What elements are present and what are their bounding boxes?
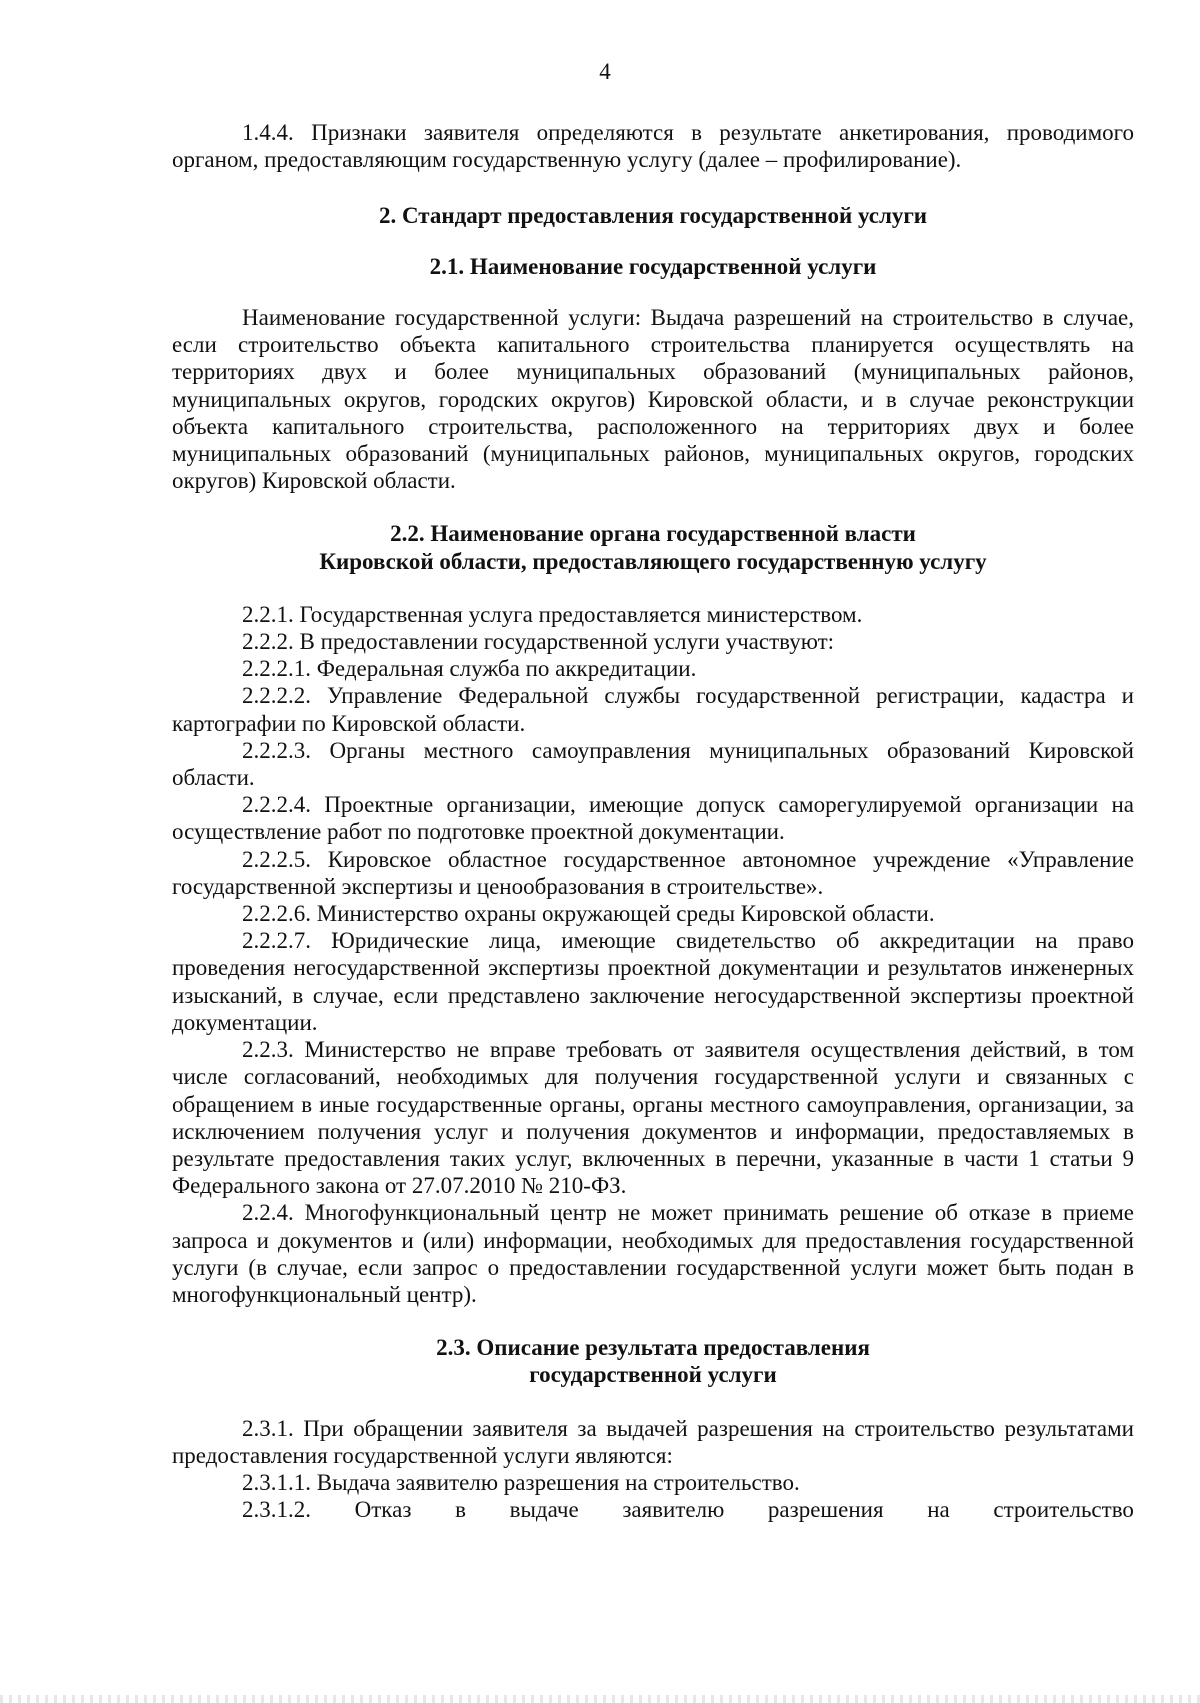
section-heading-2: 2. Стандарт предоставления государственной услуги (378, 202, 928, 228)
paragraph-2-2-4: 2.2.4. Многофункциональный центр не может принимать решение об отказе в приеме запроса и документов и (или) информации, необходимых для предоставления государственной услуги (в случае, если запрос о предоставлении государственной услуги может быть подан в многофункциональный центр). (172, 1200, 1134, 1307)
paragraph-2-2-1: 2.2.1. Государственная услуга предоставляется министерством. (242, 601, 863, 627)
paragraph-2-2-2-2: 2.2.2.2. Управление Федеральной службы государственной регистрации, кадастра и картографии по Кировской области. (172, 683, 1134, 736)
section-heading-2-2-line-2: Кировской области, предоставляющего государственную услугу (319, 548, 987, 574)
paragraph-2-2-2-6: 2.2.2.6. Министерство охраны окружающей среды Кировской области. (242, 901, 935, 927)
section-heading-2-2-line-1: 2.2. Наименование органа государственной власти (390, 521, 916, 547)
paragraph-2-2-2-5: 2.2.2.5. Кировское областное государственное автономное учреждение «Управление государственной экспертизы и ценообразования в строительстве». (172, 846, 1134, 899)
section-heading-2-1: 2.1. Наименование государственной услуги (429, 253, 877, 279)
section-heading-2-3-line-1: 2.3. Описание результата предоставления (436, 1335, 870, 1361)
paragraph-2-3-1-2-word: строительство (993, 1497, 1134, 1523)
scan-bottom-edge (0, 1695, 1200, 1703)
paragraph-2-2-2-1: 2.2.2.1. Федеральная служба по аккредитации. (242, 656, 697, 682)
paragraph-2-2-2-3: 2.2.2.3. Органы местного самоуправления муниципальных образований Кировской области. (172, 737, 1134, 791)
paragraph-2-3-1-2 (172, 1496, 1134, 1523)
paragraph-2-3-1-2-word: выдаче (509, 1497, 579, 1523)
paragraph-1-4-4: 1.4.4. Признаки заявителя определяются в результате анкетирования, проводимого органом, предоставляющим государственную услугу (далее – профилирование). (172, 120, 1134, 173)
paragraph-2-2-2-7: 2.2.2.7. Юридические лица, имеющие свидетельство об аккредитации на право проведения негосударственной экспертизы проектной документации и результатов инженерных изысканий, в случае, если представлено заключение негосударственной экспертизы проектной документации. (172, 928, 1134, 1035)
paragraph-2-2-2: 2.2.2. В предоставлении государственной услуги участвуют: (242, 629, 835, 655)
paragraph-2-3-1-2-word: 2.3.1.2. (242, 1497, 311, 1523)
paragraph-2-3-1-2-word: заявителю (622, 1497, 725, 1523)
section-heading-2-2 (172, 520, 1134, 574)
paragraph-2-3-1-2-word: на (927, 1497, 950, 1523)
paragraph-2-1: Наименование государственной услуги: Выдача разрешений на строительство в случае, если строительство объекта капитального строительства планируется осуществлять на территориях двух и более муниципальных образований (муниципальных районов, муниципальных округов, городских округов) Кировской области, и в случае реконструкции объекта капитального строительства, расположенного на территориях двух и более муниципальных образований (муниципальных районов, муниципальных округов, городских округов) Кировской области. (172, 305, 1134, 494)
paragraph-2-2-2-4: 2.2.2.4. Проектные организации, имеющие допуск саморегулируемой организации на осуществление работ по подготовке проектной документации. (172, 792, 1134, 845)
section-heading-2-3-line-2: государственной услуги (529, 1362, 777, 1388)
paragraph-2-3-1: 2.3.1. При обращении заявителя за выдачей разрешения на строительство результатами предоставления государственной услуги являются: (172, 1415, 1134, 1468)
paragraph-2-3-1-2-word: в (455, 1497, 466, 1523)
paragraph-2-3-1-2-word: разрешения (767, 1497, 884, 1523)
paragraph-2-3-1-1: 2.3.1.1. Выдача заявителю разрешения на строительство. (242, 1469, 800, 1495)
paragraph-2-3-1-2-word: Отказ (354, 1497, 412, 1523)
page-number: 4 (599, 59, 611, 84)
paragraph-2-2-3: 2.2.3. Министерство не вправе требовать от заявителя осуществления действий, в том числе согласований, необходимых для получения государственной услуги и связанных с обращением в иные государственные органы, органы местного самоуправления, организации, за исключением получения услуг и получения документов и информации, предоставляемых в результате предоставления таких услуг, включенных в перечни, указанные в части 1 статьи 9 Федерального закона от 27.07.2010 № 210-ФЗ. (172, 1037, 1134, 1199)
section-heading-2-3 (172, 1334, 1134, 1388)
